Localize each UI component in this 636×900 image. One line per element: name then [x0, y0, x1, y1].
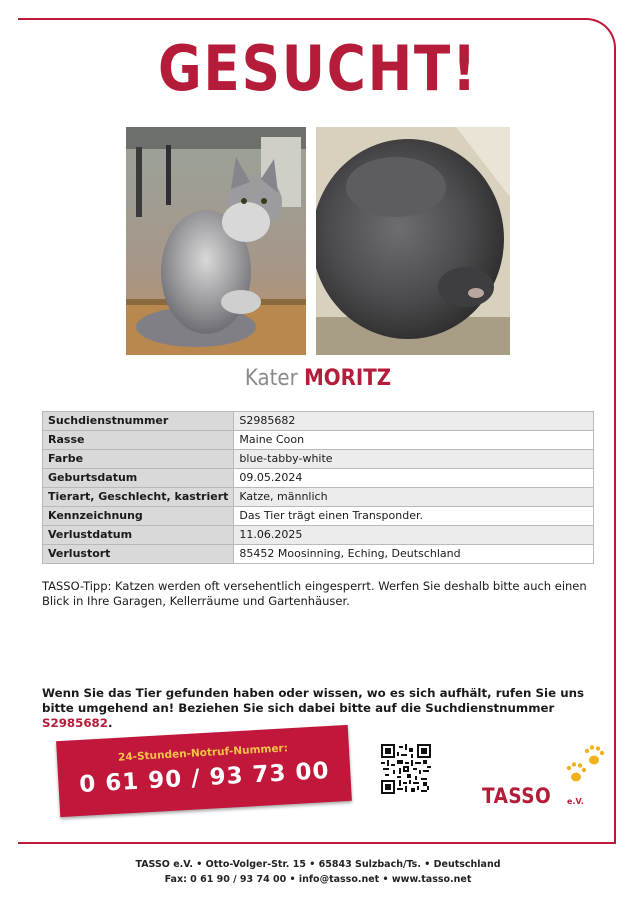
- table-row: [43, 507, 594, 526]
- detail-label: Geburtsdatum: [43, 469, 234, 488]
- call-to-action-end: .: [107, 716, 113, 730]
- detail-label: Kennzeichnung: [43, 507, 234, 526]
- detail-value: S2985682: [234, 412, 594, 431]
- hotline-label: 24-Stunden-Notruf-Nummer:: [117, 742, 289, 764]
- hotline-phone[interactable]: 0 61 90 / 93 73 00: [78, 758, 331, 798]
- details-table: [42, 411, 594, 564]
- tasso-logo-suffix: e.V.: [567, 797, 584, 806]
- detail-value: Katze, männlich: [234, 488, 594, 507]
- table-row: [43, 526, 594, 545]
- detail-value: Maine Coon: [234, 431, 594, 450]
- detail-value: blue-tabby-white: [234, 450, 594, 469]
- table-row: [43, 450, 594, 469]
- title-prefix: Kater: [244, 366, 298, 391]
- footer-address: TASSO e.V. • Otto-Volger-Str. 15 • 65843 Sulzbach/Ts. • Deutschland: [135, 859, 501, 870]
- table-row: [43, 545, 594, 564]
- cat-photo-sitting: [126, 127, 306, 355]
- tasso-tip: TASSO-Tipp: Katzen werden oft versehentlich eingesperrt. Werfen Sie deshalb bitte auch einen Blick in Ihre Garagen, Kellerräume und Gartenhäuser.: [42, 579, 587, 608]
- headline: GESUCHT!: [157, 32, 479, 105]
- detail-label: Rasse: [43, 431, 234, 450]
- table-row: [43, 469, 594, 488]
- detail-label: Tierart, Geschlecht, kastriert: [43, 488, 234, 507]
- detail-label: Farbe: [43, 450, 234, 469]
- cat-photo-curled: [316, 127, 510, 355]
- hotline-box: [56, 725, 352, 817]
- table-row: [43, 431, 594, 450]
- detail-value: 09.05.2024: [234, 469, 594, 488]
- table-row: [43, 488, 594, 507]
- detail-value: 11.06.2025: [234, 526, 594, 545]
- detail-value: Das Tier trägt einen Transponder.: [234, 507, 594, 526]
- cat-name: MORITZ: [304, 366, 392, 391]
- detail-label: Verlustdatum: [43, 526, 234, 545]
- tasso-logo-text: TASSO: [482, 784, 552, 808]
- footer-contact[interactable]: Fax: 0 61 90 / 93 74 00 • info@tasso.net • www.tasso.net: [164, 874, 472, 885]
- call-to-action: [42, 686, 598, 731]
- qr-code[interactable]: [381, 744, 431, 794]
- detail-value: 85452 Moosinning, Eching, Deutschland: [234, 545, 594, 564]
- call-to-action-number: S2985682: [42, 716, 108, 730]
- detail-label: Suchdienstnummer: [43, 412, 234, 431]
- call-to-action-text: Wenn Sie das Tier gefunden haben oder wissen, wo es sich aufhält, rufen Sie uns bitte umgehend an! Beziehen Sie sich dabei bitte auf die Suchdienstnummer: [42, 686, 585, 715]
- footer: [0, 857, 636, 887]
- detail-label: Verlustort: [43, 545, 234, 564]
- table-row: [43, 412, 594, 431]
- cat-title: [32, 368, 604, 390]
